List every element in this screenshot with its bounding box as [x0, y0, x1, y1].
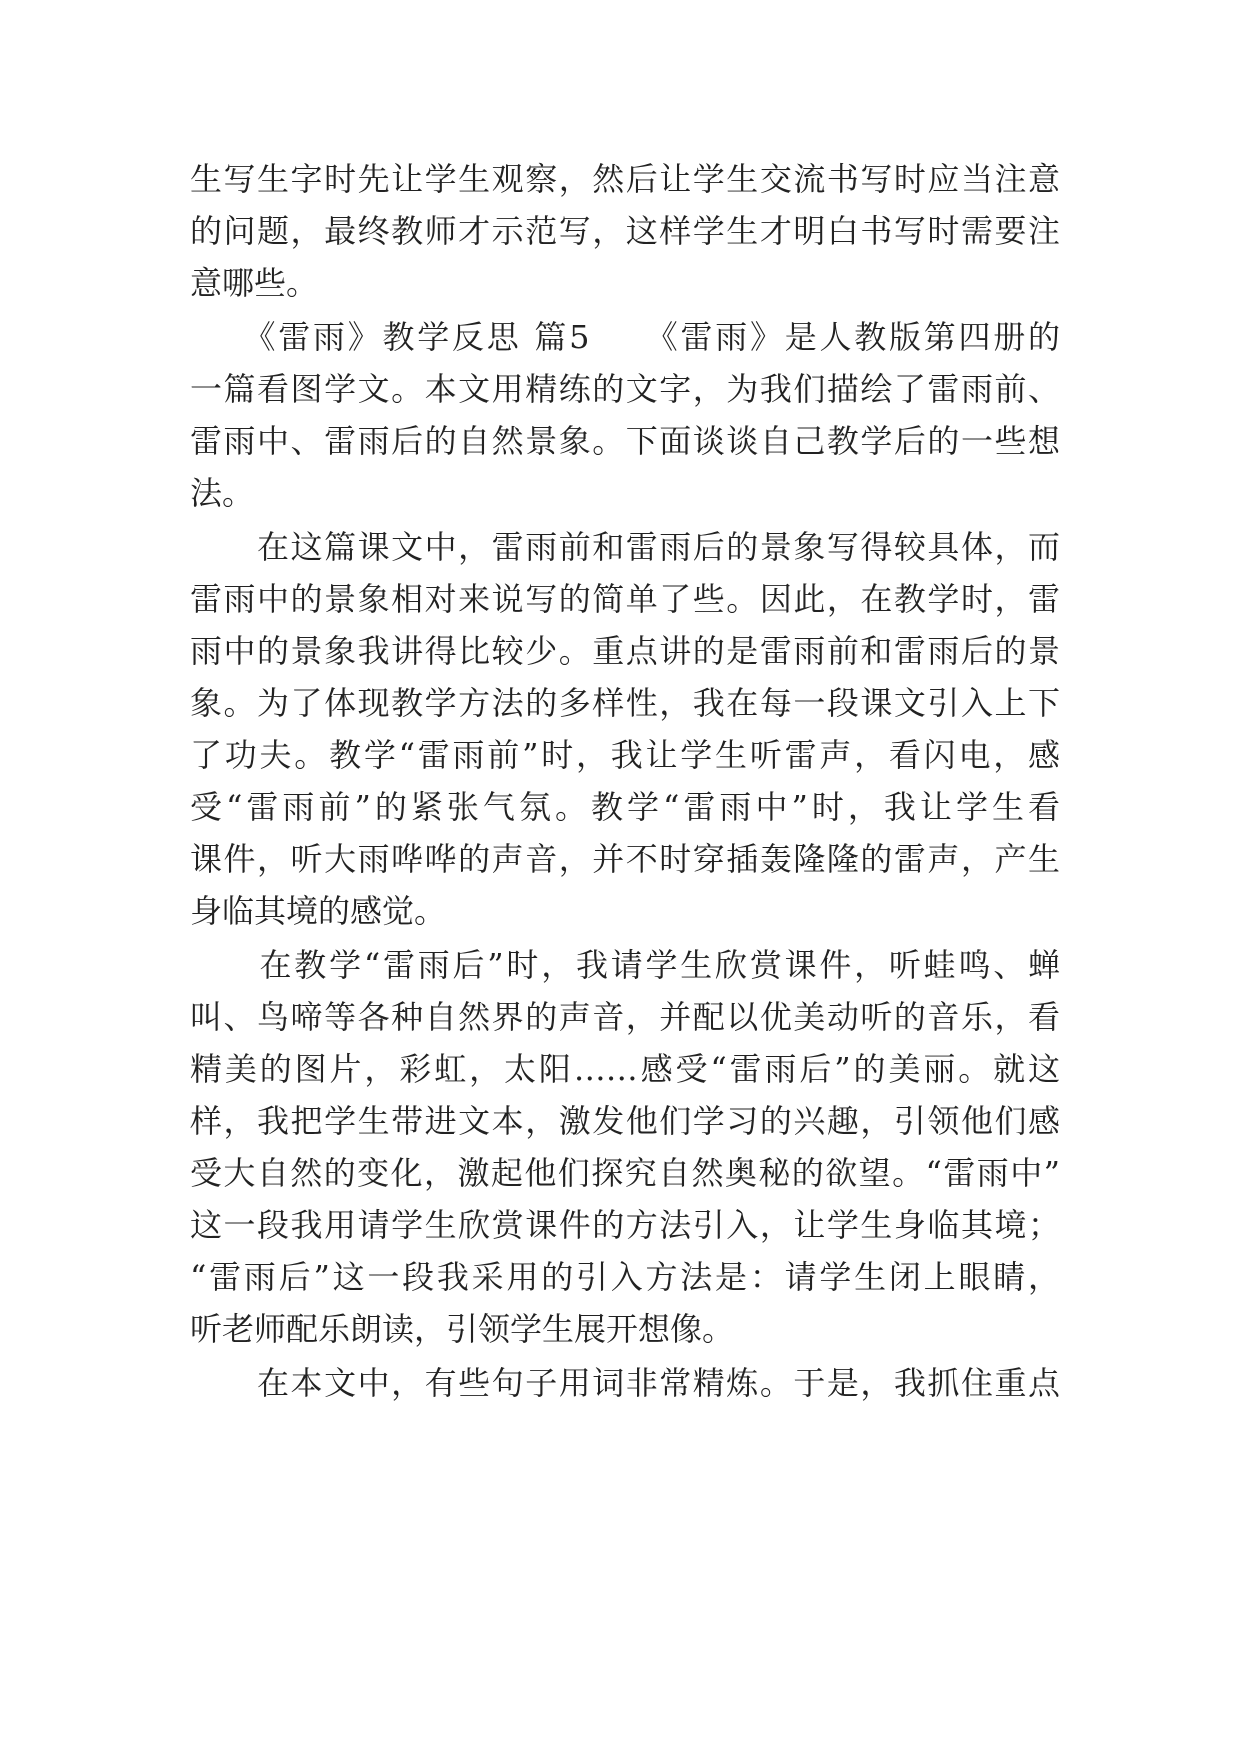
text-line: 雷雨中、雷雨后的自然景象。下面谈谈自己教学后的一些想 — [190, 422, 1060, 460]
text-line: “雷雨后”这一段我采用的引入方法是：请学生闭上眼睛， — [190, 1258, 1060, 1296]
text-line: 一篇看图学文。本文用精练的文字，为我们描绘了雷雨前、 — [190, 370, 1060, 408]
text-line: 象。为了体现教学方法的多样性，我在每一段课文引入上下 — [190, 684, 1060, 722]
text-line: 雨中的景象我讲得比较少。重点讲的是雷雨前和雷雨后的景 — [190, 632, 1060, 670]
text-line: 雷雨中的景象相对来说写的简单了些。因此，在教学时，雷 — [190, 580, 1060, 618]
text-line: 在教学“雷雨后”时，我请学生欣赏课件，听蛙鸣、蝉 — [190, 946, 1060, 984]
text-line: 意哪些。 — [190, 264, 319, 302]
text-line: 生写生字时先让学生观察，然后让学生交流书写时应当注意 — [190, 160, 1060, 198]
text-line: 这一段我用请学生欣赏课件的方法引入，让学生身临其境； — [190, 1206, 1060, 1244]
text-line: 受大自然的变化，激起他们探究自然奥秘的欲望。“雷雨中” — [190, 1154, 1060, 1192]
text-line: 样，我把学生带进文本，激发他们学习的兴趣，引领他们感 — [190, 1102, 1060, 1140]
text-line: 听老师配乐朗读，引领学生展开想像。 — [190, 1310, 735, 1348]
text-line: 的问题，最终教师才示范写，这样学生才明白书写时需要注 — [190, 212, 1060, 250]
text-line: 在本文中，有些句子用词非常精炼。于是，我抓住重点 — [190, 1364, 1060, 1402]
text-line: 课件，听大雨哗哗的声音，并不时穿插轰隆隆的雷声，产生 — [190, 840, 1060, 878]
text-line: 精美的图片，彩虹，太阳……感受“雷雨后”的美丽。就这 — [190, 1050, 1060, 1088]
text-line: 叫、鸟啼等各种自然界的声音，并配以优美动听的音乐，看 — [190, 998, 1060, 1036]
text-line: 在这篇课文中，雷雨前和雷雨后的景象写得较具体，而 — [190, 528, 1060, 566]
text-line: 受“雷雨前”的紧张气氛。教学“雷雨中”时，我让学生看 — [190, 788, 1060, 826]
section-heading-line: 《雷雨》教学反思 篇5 《雷雨》是人教版第四册的 — [190, 318, 1060, 356]
text-line: 法。 — [190, 474, 255, 512]
text-line: 了功夫。教学“雷雨前”时，我让学生听雷声，看闪电，感 — [190, 736, 1060, 774]
text-line: 身临其境的感觉。 — [190, 892, 447, 930]
